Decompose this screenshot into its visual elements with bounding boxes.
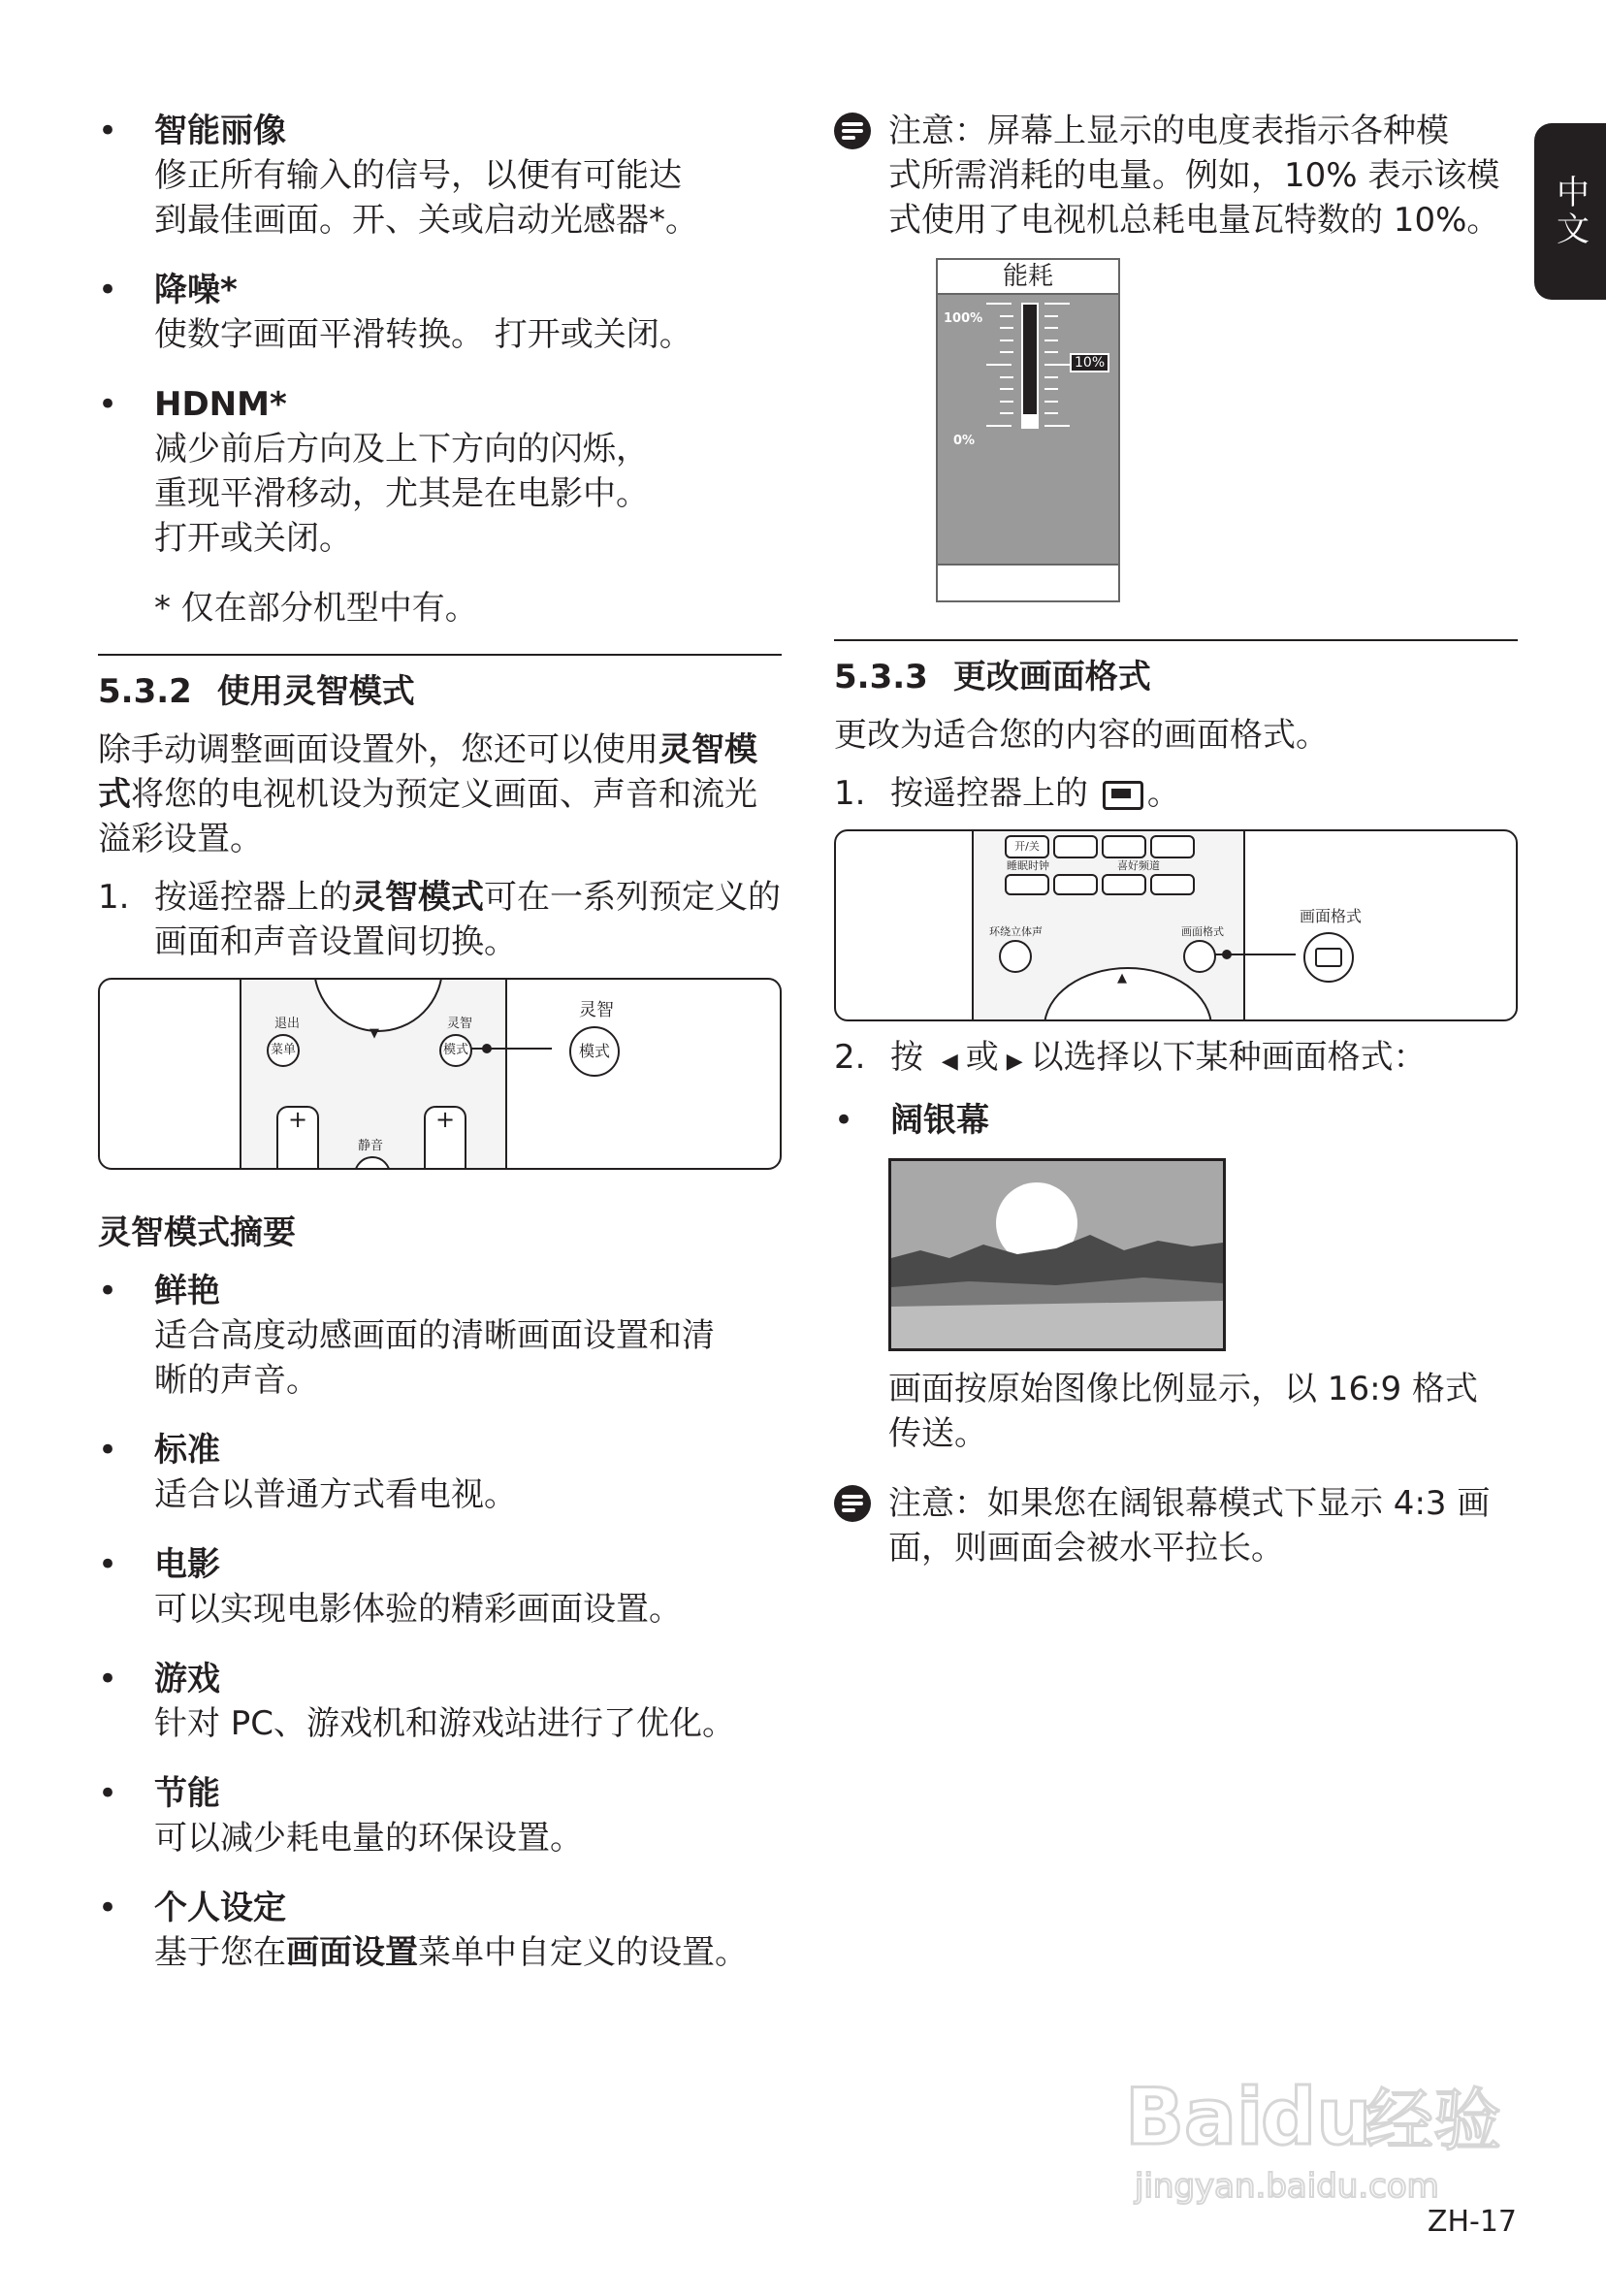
- list-item: • 电影 可以实现电影体验的精彩画面设置。: [98, 1545, 682, 1629]
- summary-title: 灵智模式摘要: [98, 1213, 296, 1252]
- section-heading: 5.3.3 更改画面格式: [834, 658, 1151, 696]
- meter-title: 能耗: [938, 260, 1118, 295]
- up-arrow-icon: ▲: [1117, 971, 1127, 986]
- meter-level-label: 10%: [1070, 353, 1109, 372]
- meter-top-label: 100%: [944, 311, 983, 326]
- smart-mode-callout-button: 模式: [569, 1026, 620, 1077]
- section-heading: 5.3.2 使用灵智模式: [98, 672, 415, 711]
- widescreen-illustration: [888, 1158, 1226, 1351]
- list-item: • 鲜艳 适合高度动感画面的清晰画面设置和清 晰的声音。: [98, 1272, 715, 1400]
- list-item: • HDNM* 减少前后方向及上下方向的闪烁， 重现平滑移动，尤其是在电影中。 打开或关闭。: [98, 385, 649, 558]
- teletext-button[interactable]: [1053, 835, 1098, 858]
- mute-label: 静音: [358, 1139, 384, 1153]
- page-number: ZH-17: [1427, 2205, 1517, 2239]
- list-item: • 标准 适合以普通方式看电视。: [98, 1431, 517, 1514]
- section-intro: 除手动调整画面设置外，您还可以使用灵智模式将您的电视机设为预定义画面、声音和流光溢彩设置。: [98, 730, 757, 858]
- remote-illustration-smart-mode: [98, 978, 782, 1170]
- svg-text:jingyan.baidu.com: jingyan.baidu.com: [1135, 2167, 1439, 2206]
- list-item: • 降噪* 使数字画面平滑转换。 打开或关闭。: [98, 271, 692, 354]
- blank-button[interactable]: [1150, 835, 1195, 858]
- note-energy: 注意：屏幕上显示的电度表指示各种模 式所需消耗的电量。例如，10% 表示该模 式使用了电视机总耗电量瓦特数的 10%。: [834, 109, 1518, 243]
- svg-text:Bai: Bai: [1125, 2072, 1264, 2162]
- right-column: [834, 109, 1518, 1570]
- section-intro: 更改为适合您的内容的画面格式。: [834, 716, 1329, 755]
- mode-list: [98, 1269, 782, 1860]
- down-arrow-icon: ▼: [369, 1026, 379, 1041]
- power-button[interactable]: 开/关: [1005, 835, 1049, 858]
- list-item: • 个人设定 基于您在画面设置菜单中自定义的设置。: [98, 1889, 748, 1972]
- format-caption: 画面按原始图像比例显示，以 16:9 格式 传送。: [888, 1370, 1478, 1453]
- feature-list: [98, 109, 782, 561]
- surround-label: 环绕立体声: [989, 925, 1043, 938]
- picture-format-callout-button: [1303, 932, 1354, 983]
- step-1: 1. 按遥控器上的 。: [834, 774, 1180, 813]
- footnote: * 仅在部分机型中有。: [154, 589, 478, 628]
- list-item: • 智能丽像 修正所有输入的信号，以便有可能达 到最佳画面。开、关或启动光感器*。: [98, 112, 698, 240]
- section-divider: [834, 639, 1518, 641]
- language-tab: 中文: [1534, 123, 1606, 300]
- svg-text:du: du: [1261, 2072, 1372, 2162]
- note-icon: [834, 1485, 871, 1522]
- favourite-label: 喜好频道: [1117, 859, 1160, 872]
- volume-plus-icon: +: [288, 1106, 308, 1133]
- step-2: 2. 按 ◀ 或 ▶ 以选择以下某种画面格式：: [834, 1038, 1427, 1077]
- baidu-watermark: [1115, 2052, 1532, 2207]
- right-arrow-icon: ▶: [1006, 1050, 1023, 1074]
- meter-level-fill: [1023, 414, 1037, 427]
- subtitle-button[interactable]: [1102, 835, 1146, 858]
- section-divider: [98, 654, 782, 656]
- list-item: • 阔银幕: [834, 1101, 989, 1140]
- svg-text:经验: 经验: [1365, 2081, 1501, 2160]
- picture-format-icon: [1103, 781, 1143, 810]
- sleep-label: 睡眠时钟: [1007, 859, 1049, 872]
- list-item: • 节能 可以减少耗电量的环保设置。: [98, 1774, 583, 1858]
- channel-plus-icon: +: [435, 1106, 456, 1133]
- remote-illustration-picture-format: [834, 829, 1518, 1021]
- energy-meter: [936, 258, 1120, 602]
- blue-button[interactable]: [1150, 874, 1195, 895]
- picture-format-button[interactable]: [1183, 940, 1216, 973]
- left-column: [98, 109, 782, 1975]
- note-widescreen: 注意：如果您在阔银幕模式下显示 4:3 画 面，则画面会被水平拉长。: [834, 1481, 1518, 1570]
- smart-label: 灵智: [447, 1017, 473, 1031]
- surround-button[interactable]: [999, 940, 1032, 973]
- smart-mode-button[interactable]: 模式: [439, 1034, 472, 1067]
- left-arrow-icon: ◀: [941, 1050, 958, 1074]
- list-item: • 游戏 针对 PC、游戏机和游戏站进行了优化。: [98, 1660, 736, 1743]
- format-callout-label: 画面格式: [1300, 907, 1363, 925]
- format-label: 画面格式: [1181, 925, 1224, 938]
- yellow-button[interactable]: [1102, 874, 1146, 895]
- green-button[interactable]: [1053, 874, 1098, 895]
- exit-label: 退出: [274, 1017, 301, 1031]
- meter-bottom-label: 0%: [953, 434, 976, 448]
- step-1: 1. 按遥控器上的灵智模式可在一系列预定义的画面和声音设置间切换。: [98, 878, 781, 961]
- menu-button[interactable]: 菜单: [267, 1034, 300, 1067]
- red-button[interactable]: [1005, 874, 1049, 895]
- smart-callout-label: 灵智: [579, 1000, 614, 1020]
- note-icon: [834, 113, 871, 149]
